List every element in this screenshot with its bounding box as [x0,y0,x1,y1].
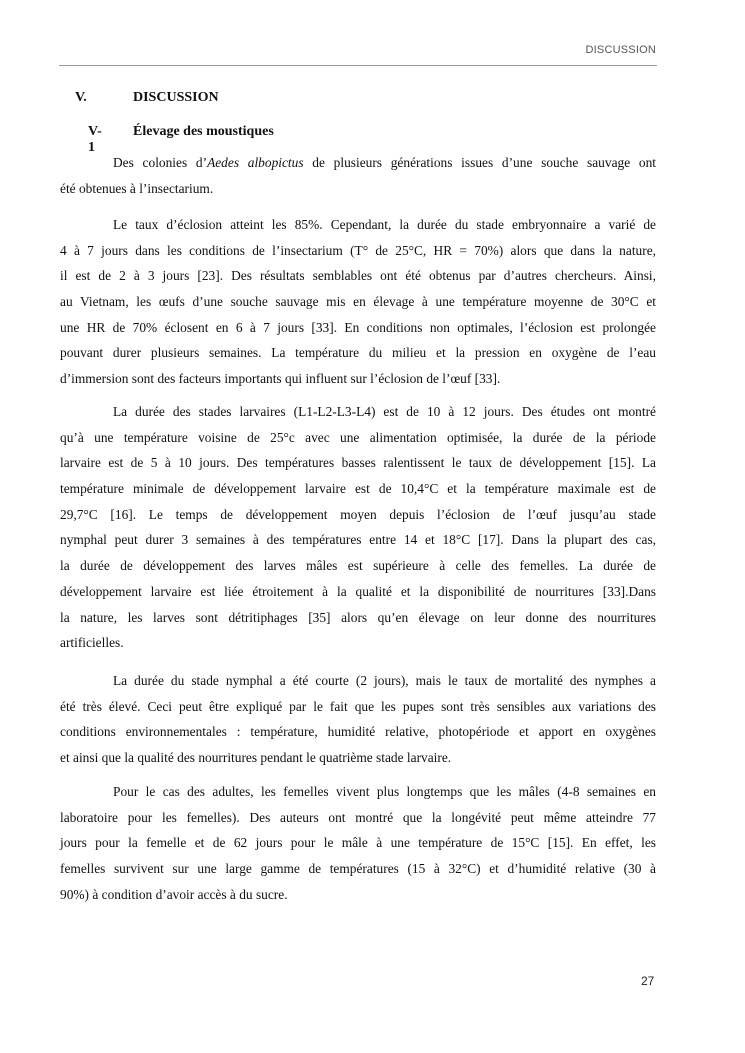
text-line [60,553,656,579]
text-line [60,212,656,238]
text-segment: 29,7°C [16]. Le temps de développement moyen depuis l’éclosion de l’œuf jusqu’au stade [60,506,656,522]
running-header: DISCUSSION [585,44,656,56]
text-segment: été très élevé. Ceci peut être expliqué par le fait que les pupes sont très sensibles aux variations des [60,698,656,714]
text-line [60,779,656,805]
section-number: V. [75,90,87,105]
text-segment: et ainsi que la qualité des nourritures pendant le quatrième stade larvaire. [60,750,452,766]
text-segment: la nature, les larves sont détritiphages [35] alors qu’en élevage on leur donne des nourritures [60,609,656,625]
text-segment: de plusieurs générations issues d’une souche sauvage ont [303,155,656,170]
text-segment: artificielles. [60,635,124,651]
text-line [60,289,656,315]
species-name: Aedes albopictus [207,155,304,170]
text-line [60,745,656,771]
text-segment: été obtenues à l’insectarium. [60,180,214,196]
text-line [60,425,656,451]
text-segment: nymphal peut durer 3 semaines à des températures entre 14 et 18°C [17]. Dans la plupart des cas, [60,532,656,548]
subsection-number: V-1 [88,124,102,155]
text-segment: température minimale de développement larvaire est de 10,4°C et la température maximale est de [60,481,656,497]
text-line [60,630,656,656]
text-segment: La durée des stades larvaires (L1-L2-L3-L4) est de 10 à 12 jours. Des études ont montré [113,404,656,419]
text-segment: larvaire est de 5 à 10 jours. Des températures basses ralentissent le taux de développement [15]. La [60,455,656,471]
text-line [60,315,656,341]
text-line [60,527,656,553]
text-segment: au Vietnam, les œufs d’une souche sauvage mis en élevage à une température moyenne de 30°C et [60,294,656,310]
text-segment: femelles survivent sur une large gamme de températures (15 à 32°C) et d’humidité relative (30 à [60,861,656,877]
text-segment: laboratoire pour les femelles). Des auteurs ont montré que la longévité peut même atteindre 77 [60,809,656,825]
text-line [60,176,656,202]
page-number: 27 [641,974,655,988]
text-line [60,605,656,631]
text-segment: pouvant durer plusieurs semaines. La température du milieu et la pression en oxygène de l’eau [60,345,656,361]
text-line [60,805,656,831]
text-line [60,366,656,392]
text-line [60,668,656,694]
subsection-title: Élevage des moustiques [133,124,274,139]
paragraph [60,150,656,201]
text-segment: Le taux d’éclosion atteint les 85%. Cependant, la durée du stade embryonnaire a varié de [113,217,656,232]
text-line [60,238,656,264]
paragraph [60,212,656,392]
text-line [60,882,656,908]
text-line [60,340,656,366]
text-segment: 4 à 7 jours dans les conditions de l’insectarium (T° de 25°C, HR = 70%) alors que dans la nature, [60,242,656,258]
text-segment: Des colonies d’ [113,155,208,170]
text-segment: qu’à une température voisine de 25°c avec une alimentation optimisée, la durée de la période [60,429,656,445]
header-rule [59,65,657,66]
text-line [60,694,656,720]
text-segment: Pour le cas des adultes, les femelles vivent plus longtemps que les mâles (4-8 semaines en [113,784,656,799]
text-line [60,719,656,745]
text-segment: la durée de développement des larves mâles est supérieure à celle des femelles. La durée de [60,558,656,574]
text-line [60,502,656,528]
text-segment: 90%) à condition d’avoir accès à du sucre. [60,886,288,902]
section-title: DISCUSSION [133,90,219,105]
text-segment: il est de 2 à 3 jours [23]. Des résultats semblables ont été obtenus par d’autres chercheurs. Ainsi, [60,268,656,284]
text-line [60,830,656,856]
paragraph [60,399,656,656]
text-segment: jours pour la femelle et de 62 jours pour le mâle à une température de 15°C [15]. En effet, les [60,835,656,851]
text-line [60,450,656,476]
text-line [60,150,656,176]
text-line [60,579,656,605]
paragraph [60,779,656,907]
text-line [60,399,656,425]
paragraph [60,668,656,771]
text-segment: développement larvaire est liée étroitement à la qualité et la disponibilité de nourritures [33].Dans [60,583,656,599]
text-line [60,476,656,502]
text-line [60,263,656,289]
text-segment: une HR de 70% éclosent en 6 à 7 jours [33]. En conditions non optimales, l’éclosion est prolongée [60,319,656,335]
text-segment: La durée du stade nymphal a été courte (2 jours), mais le taux de mortalité des nymphes a [113,673,656,688]
text-line [60,856,656,882]
text-segment: d’immersion sont des facteurs importants qui influent sur l’éclosion de l’œuf [33]. [60,371,501,387]
text-segment: conditions environnementales : température, humidité relative, photopériode et apport en oxygènes [60,724,656,740]
